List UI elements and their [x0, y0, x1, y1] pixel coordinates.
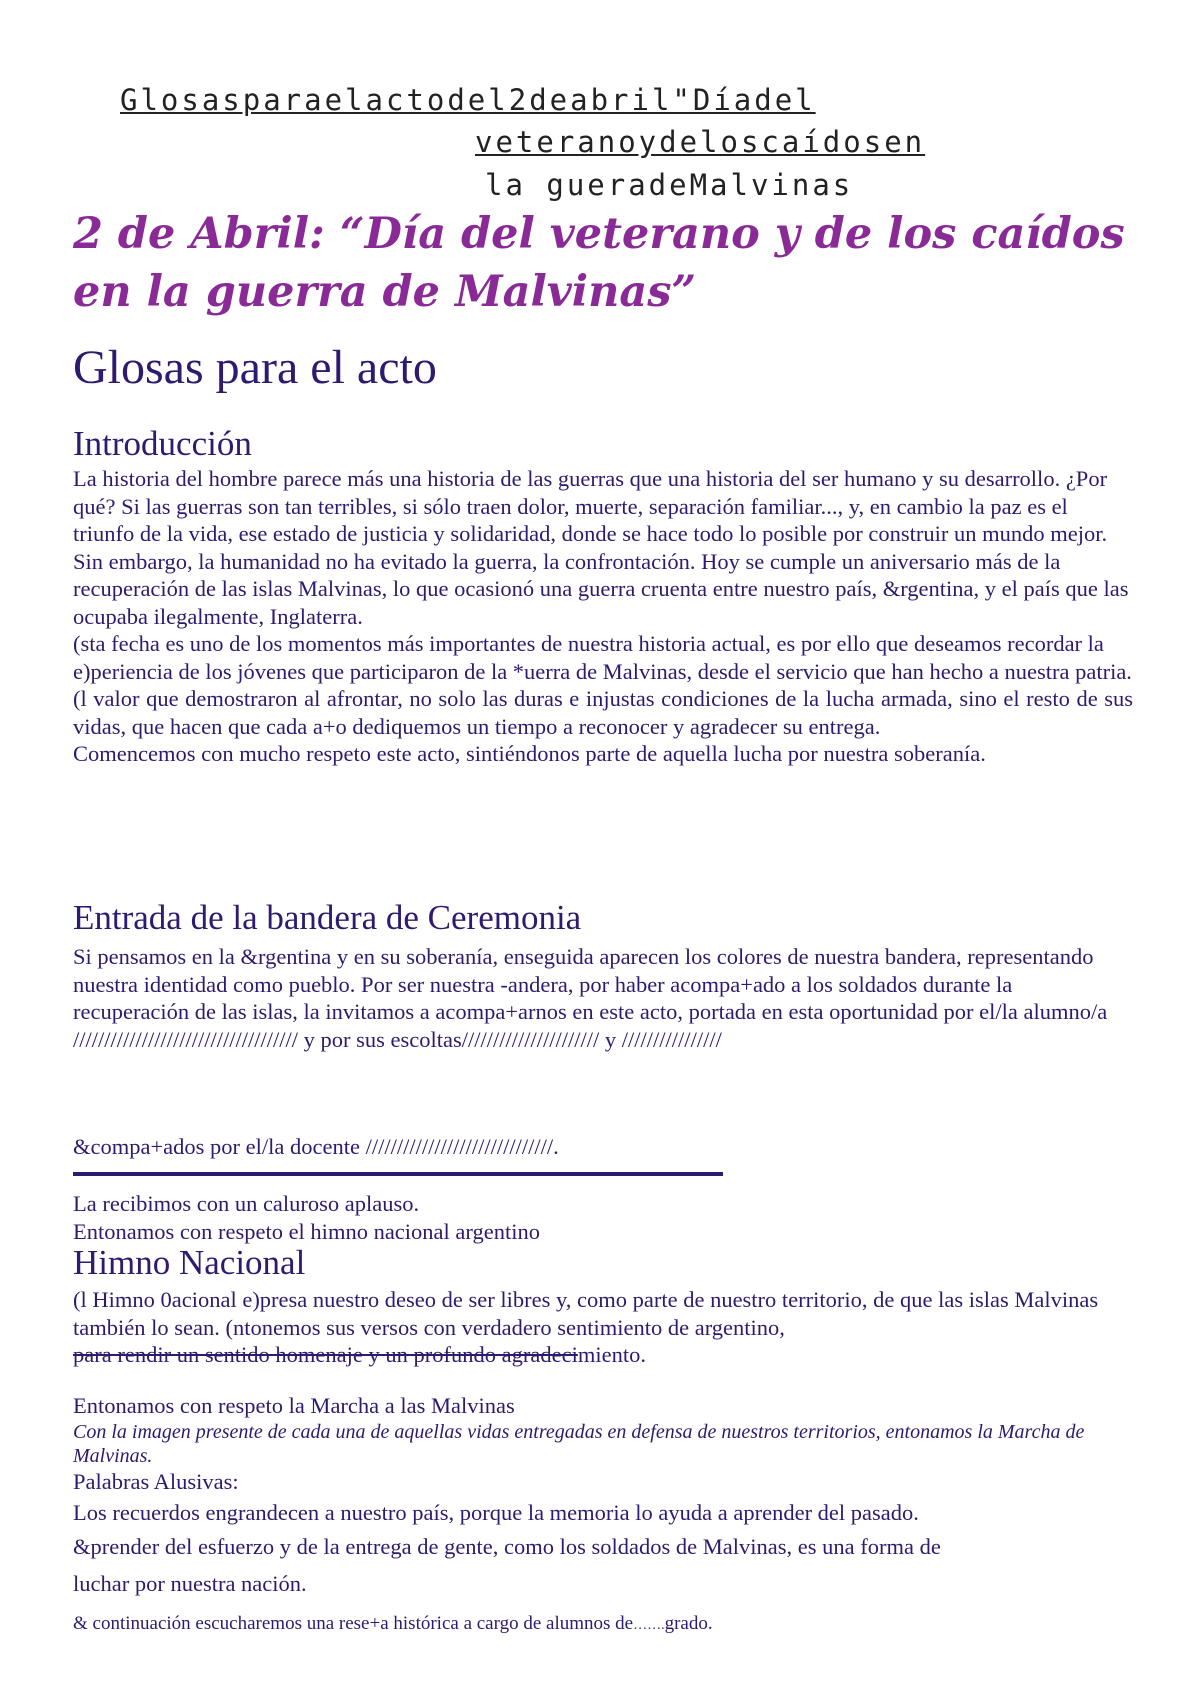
header-line-3: la gueradeMalvinas: [485, 168, 854, 202]
himno-paragraph-2: [73, 1341, 1133, 1369]
continuacion-grado: grado.: [664, 1612, 713, 1634]
entrada-docente-line: &compa+ados por el/la docente //////////////////////////////.: [73, 1134, 559, 1159]
marcha-heading: Entonamos con respeto la Marcha a las Malvinas: [73, 1393, 515, 1418]
continuacion-text: & continuación escucharemos una rese+a histórica a cargo de alumnos de: [73, 1612, 634, 1634]
entrada-heading: Entrada de la bandera de Ceremonia: [73, 898, 582, 937]
palabras-line-3: luchar por nuestra nación.: [73, 1571, 307, 1596]
intro-paragraph-2: (sta fecha es uno de los momentos más importantes de nuestra historia actual, es por ello que deseamos recordar la e)periencia de los jóvenes que participaron de la *uerra de Malvinas, desde el servicio que han hecho a nuestra patria.: [73, 631, 1132, 684]
entrada-section: [73, 943, 1133, 1053]
page-subtitle: Glosas para el acto: [73, 341, 437, 394]
himno-paragraph-1: (l Himno 0acional e)presa nuestro deseo de ser libres y, como parte de nuestro territorio, de que las islas Malvinas también lo sean. (ntonemos sus versos con verdadero sentimiento de argentino,: [73, 1287, 1099, 1340]
marcha-italic-text: Con la imagen presente de cada una de aquellas vidas entregadas en defensa de nuestros territorios, entonamos la Marcha de Malvinas.: [73, 1420, 1085, 1467]
entrada-blanks-line: //////////////////////////////////// y por sus escoltas////////////////////// y ////////////////: [73, 1026, 722, 1052]
header-line-2-text: veteranoydeloscaídosen: [475, 125, 926, 159]
divider-rule: [73, 1172, 723, 1176]
continuacion-line: [73, 1610, 1133, 1640]
himno-struck-text: para rendir un sentido homenaje y un profundo agradeci: [73, 1342, 578, 1367]
intro-paragraph-4: Comencemos con mucho respeto este acto, sintiéndonos parte de aquella lucha por nuestra soberanía.: [73, 741, 986, 766]
intro-heading: Introducción: [73, 424, 252, 463]
intro-paragraph-3: (l valor que demostraron al afrontar, no solo las duras e injustas condiciones de la lucha armada, sino el resto de sus vidas, que hacen que cada a+o dediquemos un tiempo a reconocer y agradecer su entrega.: [73, 686, 1133, 739]
entrada-closing: [73, 1190, 1133, 1245]
himno-section: [73, 1286, 1133, 1369]
header-line-1: Glosasparaelactodel2deabril"Díadel: [120, 83, 816, 117]
continuacion-dots: …….: [633, 1617, 665, 1633]
page-title: 2 de Abril: “Día del veterano y de los caídos en la guerra de Malvinas”: [73, 209, 1125, 317]
palabras-line-1: Los recuerdos engrandecen a nuestro país, porque la memoria lo ayuda a aprender del pasado.: [73, 1500, 919, 1525]
entrada-anthem-intro: Entonamos con respeto el himno nacional argentino: [73, 1218, 540, 1244]
palabras-line-2: &prender del esfuerzo y de la entrega de gente, como los soldados de Malvinas, es una forma de: [73, 1533, 941, 1559]
himno-rest-text: miento.: [577, 1342, 646, 1367]
header-line-2: [475, 125, 925, 159]
himno-heading: Himno Nacional: [73, 1243, 306, 1282]
palabras-heading: Palabras Alusivas:: [73, 1468, 239, 1494]
intro-section: [73, 465, 1133, 768]
entrada-applause: La recibimos con un caluroso aplauso.: [73, 1191, 420, 1216]
entrada-paragraph-1: Si pensamos en la &rgentina y en su soberanía, enseguida aparecen los colores de nuestra bandera, representando nuestra identidad como pueblo. Por ser nuestra -andera, por haber acompa+ado a los soldados durante la recuperación de las islas, la invitamos a acompa+arnos en este acto, portada en esta oportunidad por el/la alumno/a: [73, 944, 1108, 1024]
intro-paragraph-1: La historia del hombre parece más una historia de las guerras que una historia del ser humano y su desarrollo. ¿Por qué? Si las guerras son tan terribles, si sólo traen dolor, muerte, separación familiar..., y, en cambio la paz es el triunfo de la vida, ese estado de justicia y solidaridad, donde se hace todo lo posible por construir un mundo mejor. Sin embargo, la humanidad no ha evitado la guerra, la confrontación. Hoy se cumple un aniversario más de la recuperación de las islas Malvinas, lo que ocasionó una guerra cruenta entre nuestro país, &rgentina, y el país que las ocupaba ilegalmente, Inglaterra.: [73, 466, 1129, 629]
marcha-section: [73, 1392, 1133, 1639]
